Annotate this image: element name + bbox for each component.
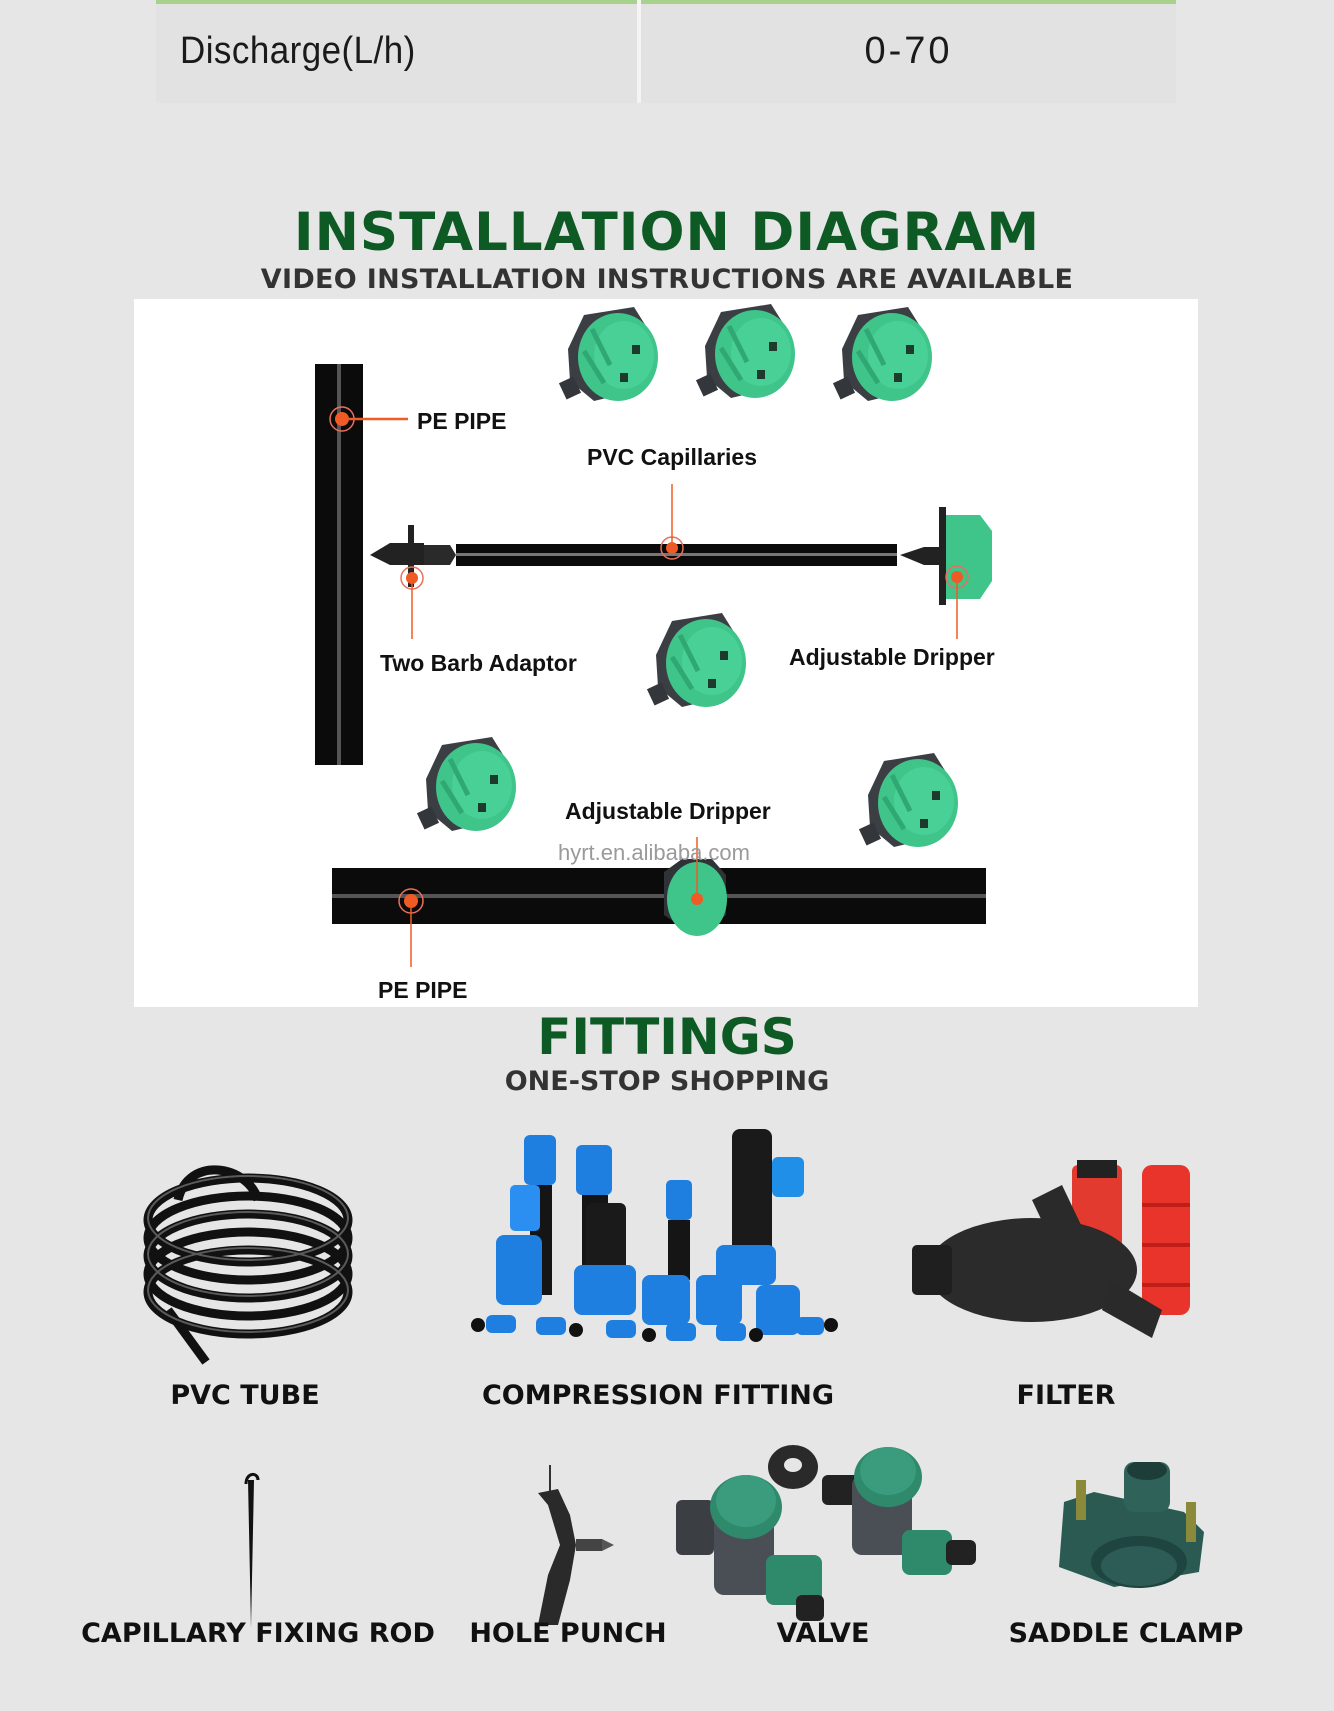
- filter-icon: [912, 1160, 1197, 1345]
- hole-punch-icon: [530, 1465, 630, 1630]
- installation-subtitle: VIDEO INSTALLATION INSTRUCTIONS ARE AVAILABLE: [260, 264, 1074, 295]
- installation-diagram: [134, 299, 1198, 1007]
- product-label: HOLE PUNCH: [469, 1618, 667, 1649]
- label-pe-pipe-top: PE PIPE: [417, 408, 507, 434]
- label-pe-pipe-bottom: PE PIPE: [378, 977, 468, 1003]
- product-label: COMPRESSION FITTING: [481, 1380, 835, 1411]
- product-label: FILTER: [1016, 1380, 1116, 1411]
- table-header-bar: [156, 0, 637, 4]
- spec-label: Discharge(L/h): [180, 30, 416, 72]
- saddle-clamp-icon: [1054, 1462, 1214, 1592]
- fittings-title: FITTINGS: [537, 1008, 797, 1066]
- fixing-rod-icon: [236, 1470, 266, 1630]
- spec-value-cell: [641, 0, 1176, 103]
- valve-icon: [676, 1445, 1006, 1625]
- compression-fitting-icon: [466, 1125, 856, 1350]
- product-label: CAPILLARY FIXING ROD: [81, 1618, 435, 1649]
- label-adjustable-dripper-bottom: Adjustable Dripper: [565, 798, 771, 824]
- label-two-barb-adaptor: Two Barb Adaptor: [380, 650, 577, 676]
- tube-coil-icon: [138, 1160, 358, 1370]
- spec-table: [156, 0, 1176, 103]
- label-adjustable-dripper-right: Adjustable Dripper: [789, 644, 995, 670]
- fittings-subtitle: ONE-STOP SHOPPING: [504, 1066, 830, 1097]
- watermark: hyrt.en.alibaba.com: [558, 840, 750, 865]
- label-pvc-capillaries: PVC Capillaries: [587, 444, 758, 470]
- product-label: SADDLE CLAMP: [1008, 1618, 1244, 1649]
- product-label: PVC TUBE: [170, 1380, 320, 1411]
- installation-title: INSTALLATION DIAGRAM: [293, 202, 1041, 263]
- product-label: VALVE: [776, 1618, 870, 1649]
- table-header-bar: [641, 0, 1176, 4]
- spec-label-cell: [156, 0, 637, 103]
- diagram-graphic: [134, 299, 1198, 1007]
- spec-value: 0-70: [864, 30, 953, 72]
